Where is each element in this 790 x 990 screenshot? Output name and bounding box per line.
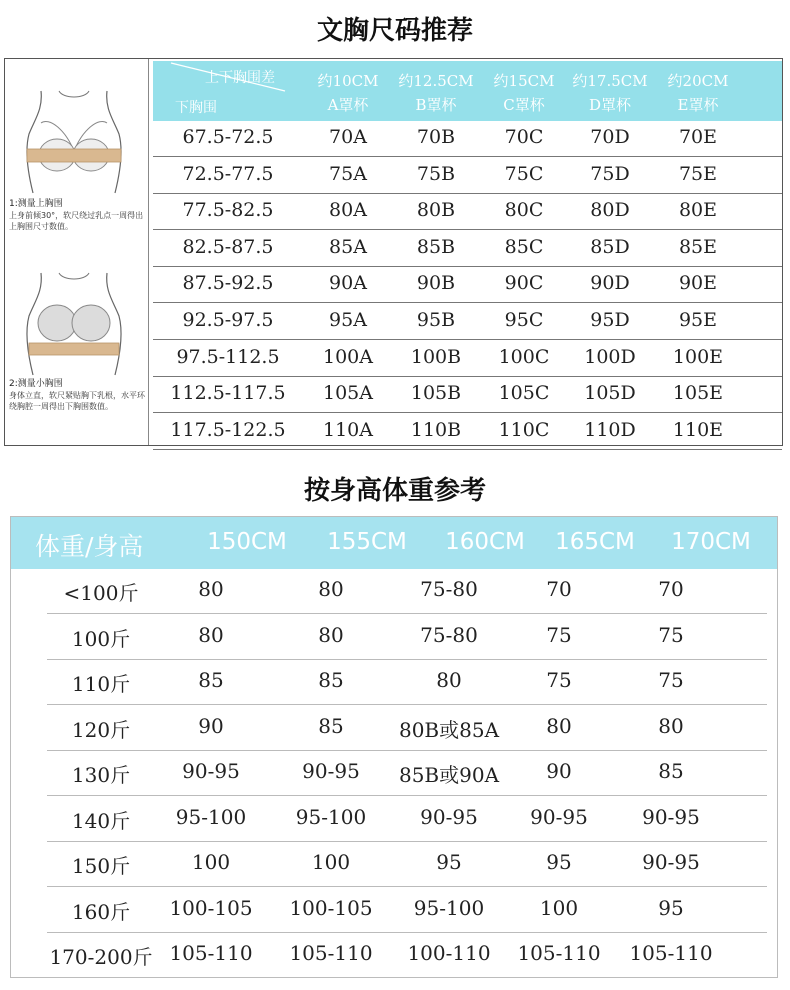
size-cell: 95C [504, 309, 544, 331]
col-a-cup: A罩杯 [327, 96, 369, 114]
size-cell: 100E [672, 345, 724, 368]
size-cell: 110E [672, 418, 724, 441]
size-cell: 80A [329, 199, 367, 222]
size-cell: 90E [678, 272, 718, 295]
size-cell: 75E [678, 162, 718, 185]
size-cell: 90-95 [642, 850, 700, 874]
size-cell: 105E [672, 382, 724, 405]
size-cell: 75-80 [420, 622, 478, 647]
size-cell: 75C [504, 162, 544, 185]
size-cell: 70C [504, 126, 544, 148]
weight-label: 160斤 [71, 899, 131, 924]
weight-label: 110斤 [71, 672, 131, 696]
table-row [153, 121, 782, 157]
size-cell: 75 [546, 622, 572, 647]
size-cell: 110B [410, 418, 462, 441]
measure-guide-panel [5, 59, 149, 445]
size-cell: 110C [498, 418, 550, 441]
size-cell: 100-110 [407, 941, 491, 965]
size-cell: 70B [416, 126, 456, 148]
col-e-cup: E罩杯 [677, 96, 719, 114]
size-cell: 85B [416, 235, 456, 258]
size-cell: 90-95 [182, 759, 240, 783]
size-cell: 85E [678, 235, 718, 258]
weight-label: 140斤 [71, 808, 131, 833]
size-cell: 80 [198, 577, 224, 601]
size-cell: 85D [590, 235, 630, 258]
size-cell: 95-100 [175, 804, 247, 829]
step-under-bust [9, 379, 147, 412]
size-cell: 90-95 [642, 804, 700, 829]
header-col-d [565, 69, 655, 117]
weight-label: 170-200斤 [49, 945, 153, 969]
underbust-range: 67.5-72.5 [182, 126, 274, 148]
size-cell: 85 [318, 713, 344, 738]
header-underbust: 下胸围 [175, 100, 217, 116]
size-cell: 75 [658, 622, 684, 647]
table-row [153, 231, 782, 267]
size-cell: 80 [318, 622, 344, 647]
weight-label: <100斤 [63, 581, 139, 605]
weight-label: 150斤 [71, 854, 131, 878]
table-row [47, 933, 767, 978]
col-b-diff: 约12.5CM [398, 72, 474, 90]
size-cell: 90D [590, 272, 630, 295]
size-cell: 105A [323, 382, 373, 405]
height-weight-table [10, 516, 778, 978]
size-cell: 100D [584, 345, 636, 368]
step2-title: 2:测量小胸围 [9, 379, 63, 389]
size-cell: 100B [410, 345, 462, 368]
col-a-diff: 约10CM [317, 72, 379, 90]
size-cell: 80 [198, 622, 224, 647]
size-cell: 105-110 [629, 941, 713, 965]
size-cell: 85A [329, 235, 367, 258]
size-cell: 90 [198, 713, 224, 738]
header-height-165: 165CM [555, 529, 635, 555]
size-cell: 90 [546, 759, 572, 783]
size-cell: 95A [329, 309, 367, 331]
size-cell: 95D [590, 309, 630, 331]
header-height-170: 170CM [671, 529, 751, 555]
header-height-155: 155CM [327, 529, 407, 555]
header-col-a [303, 69, 393, 117]
size-cell: 90-95 [302, 759, 360, 783]
step1-title: 1:测量上胸围 [9, 199, 63, 209]
size-cell: 95 [436, 850, 462, 874]
size-cell: 75 [546, 668, 572, 692]
size-cell: 70D [590, 126, 630, 148]
table-row [153, 341, 782, 377]
underbust-range: 72.5-77.5 [182, 162, 274, 185]
size-cell: 75A [329, 162, 367, 185]
table-row [47, 888, 767, 933]
size-cell: 85C [504, 235, 544, 258]
size-cell: 105D [584, 382, 636, 405]
underbust-range: 77.5-82.5 [182, 199, 274, 222]
bra-table-header [153, 61, 782, 121]
size-cell: 70 [658, 577, 684, 601]
step2-desc: 身体立直，软尺紧贴胸下乳根，水平环绕胸腔一周得出下胸围数值。 [9, 391, 145, 411]
col-b-cup: B罩杯 [415, 96, 457, 114]
table-row [47, 706, 767, 751]
size-cell: 100-105 [289, 895, 373, 920]
size-cell: 75-80 [420, 577, 478, 601]
size-cell: 80 [436, 668, 462, 692]
size-cell: 110A [323, 418, 373, 441]
size-cell: 75B [416, 162, 456, 185]
size-cell: 105C [498, 382, 550, 405]
weight-label: 120斤 [71, 717, 131, 742]
weight-label: 100斤 [71, 626, 131, 651]
step-upper-bust [9, 199, 147, 232]
table-row [153, 158, 782, 194]
size-cell: 80 [546, 713, 572, 738]
size-cell: 80C [504, 199, 544, 222]
table-row [47, 842, 767, 887]
underbust-range: 87.5-92.5 [182, 272, 274, 295]
step1-desc: 上身前倾30°，软尺绕过乳点一周得出上胸围尺寸数值。 [9, 211, 144, 231]
size-cell: 95E [678, 309, 718, 331]
size-cell: 100 [311, 850, 351, 874]
size-cell: 95B [416, 309, 456, 331]
col-c-diff: 约15CM [493, 72, 555, 90]
table-row [47, 751, 767, 796]
size-cell: 80 [658, 713, 684, 738]
bra-size-table [4, 58, 783, 446]
header-col-b [391, 69, 481, 117]
size-cell: 95 [546, 850, 572, 874]
header-col-e [653, 69, 743, 117]
table-row [47, 660, 767, 705]
col-d-diff: 约17.5CM [572, 72, 648, 90]
size-cell: 85 [658, 759, 684, 783]
table-row [47, 615, 767, 660]
col-e-diff: 约20CM [667, 72, 729, 90]
size-cell: 100 [539, 895, 579, 920]
size-cell: 80B或85A [398, 717, 500, 742]
size-cell: 90B [416, 272, 456, 295]
size-cell: 80B [416, 199, 456, 222]
table-row [47, 569, 767, 614]
size-cell: 100-105 [169, 895, 253, 920]
table-row [153, 267, 782, 303]
col-d-cup: D罩杯 [588, 96, 632, 114]
size-cell: 105-110 [517, 941, 601, 965]
size-cell: 90C [504, 272, 544, 295]
header-col-c [479, 69, 569, 117]
table-row [153, 304, 782, 340]
size-cell: 95-100 [295, 804, 367, 829]
table-row [47, 797, 767, 842]
size-cell: 85 [318, 668, 344, 692]
size-cell: 85 [198, 668, 224, 692]
size-cell: 75 [658, 668, 684, 692]
table-row [153, 377, 782, 413]
size-cell: 90A [329, 272, 367, 295]
underbust-range: 82.5-87.5 [182, 235, 274, 258]
hw-table-header [11, 517, 777, 569]
size-cell: 100 [191, 850, 231, 874]
size-chart-title: 文胸尺码推荐 [316, 16, 473, 46]
size-cell: 100C [498, 345, 550, 368]
size-cell: 100A [323, 345, 373, 368]
size-cell: 80 [318, 577, 344, 601]
header-height-160: 160CM [445, 529, 525, 555]
table-row [153, 414, 782, 450]
underbust-range: 112.5-117.5 [170, 382, 286, 405]
underbust-range: 117.5-122.5 [170, 418, 286, 441]
size-cell: 110D [584, 418, 636, 441]
under-bust-figure-icon [19, 271, 129, 376]
size-cell: 70E [678, 126, 718, 148]
header-weight-height: 体重/身高 [35, 532, 144, 561]
size-cell: 80D [590, 199, 630, 222]
size-cell: 70A [329, 126, 367, 148]
size-cell: 105-110 [169, 941, 253, 965]
size-cell: 105B [410, 382, 462, 405]
size-cell: 80E [678, 199, 718, 222]
header-bust-difference: 上下胸围差 [205, 70, 275, 86]
size-cell: 85B或90A [398, 763, 500, 787]
size-cell: 90-95 [420, 804, 478, 829]
weight-label: 130斤 [71, 763, 131, 787]
table-row [153, 194, 782, 230]
size-cell: 95-100 [413, 895, 485, 920]
size-cell: 90-95 [530, 804, 588, 829]
size-cell: 105-110 [289, 941, 373, 965]
underbust-range: 92.5-97.5 [182, 309, 274, 331]
size-cell: 75D [590, 162, 630, 185]
size-cell: 70 [546, 577, 572, 601]
height-weight-title: 按身高体重参考 [303, 476, 486, 506]
underbust-range: 97.5-112.5 [176, 345, 280, 368]
col-c-cup: C罩杯 [503, 96, 545, 114]
upper-bust-figure-icon [19, 89, 129, 194]
header-height-150: 150CM [207, 529, 287, 555]
size-cell: 95 [658, 895, 684, 920]
